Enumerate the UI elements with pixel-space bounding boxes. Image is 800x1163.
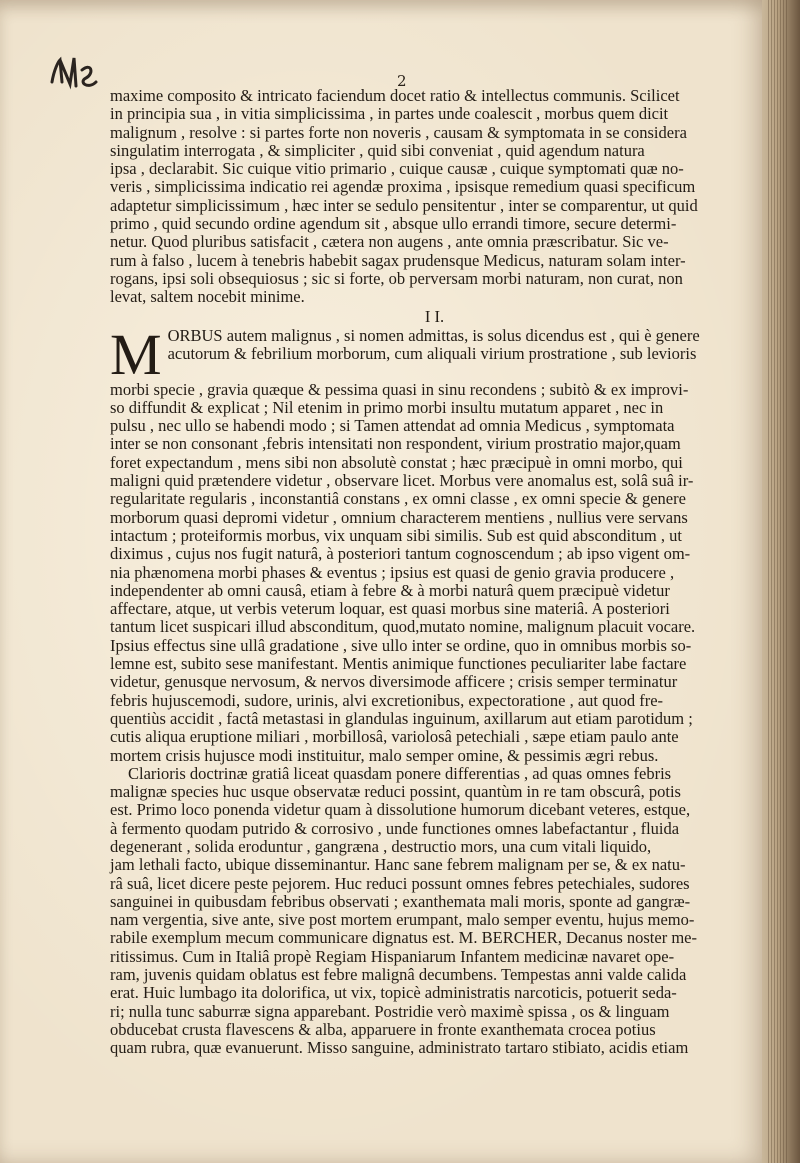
text-line: est. Primo loco ponenda videtur quam à dissolutione humorum dicebant veteres, estque, xyxy=(110,800,691,820)
paragraph-2 xyxy=(110,321,735,765)
text-line: lemne est, subito sese manifestant. Mentis animique functiones peculiariter labe factare xyxy=(110,654,687,674)
text-line: videtur, genusque nervosum, & nervos diversimode afficere ; crisis semper terminatur xyxy=(110,672,678,692)
text-line: so diffundit & explicat ; Nil etenim in primo morbi insultu mutatum apparet , nec in xyxy=(110,397,664,417)
text-line: ritissimus. Cum in Italiâ propè Regiam Hispaniarum Infantem medicinæ navaret ope- xyxy=(110,946,675,966)
text-line: nam vergentia, sive ante, sive post mortem erumpant, malo semper eventu, hujus memo- xyxy=(110,910,695,930)
text-line: Ipsius effectus sine ullâ gradatione , sive ullo inter se ordine, quo in omnibus morbis so- xyxy=(110,635,692,655)
text-line: singulatim interrogata , & simpliciter , quid sibi conveniat , quid agendum natura xyxy=(110,140,645,160)
section-heading: I I. xyxy=(424,306,445,326)
text-line: inter se non consonant ,febris intensitati non respondent, virium prostratio major,quam xyxy=(110,434,681,454)
text-line: maligni quid prætendere videtur , observare licet. Morbus vere anomalus est, solâ suâ ir- xyxy=(110,471,694,491)
text-line: affectare, atque, ut verbis veterum loquar, est quasi morbus sine materiâ. A posteriori xyxy=(110,599,670,619)
text-line: veris , simplicissima indicatio rei agendæ proxima , ipsisque remedium quasi specificum xyxy=(110,177,696,197)
text-line: levat, saltem nocebit minime. xyxy=(110,287,305,307)
text-line: sanguinei in quibusdam febribus observati ; exanthemata mali moris, sponte ad gangræ- xyxy=(110,891,691,911)
text-line: primo , quid secundo ordine agendum sit , absque ullo errandi timore, secure determi- xyxy=(110,214,677,234)
text-line: cutis aliqua eruptione miliari , morbillosâ, variolosâ petechiali , sæpe etiam paulo ante xyxy=(110,727,679,747)
text-line: mortem crisis hujusce modi instituitur, malo semper omine, & pessimis ægri rebus. xyxy=(110,745,659,765)
text-line: pulsu , nec ullo se habendi modo ; si Tamen attendat ad omnia Medicus , symptomata xyxy=(110,416,675,436)
text-line: malignum , resolve : si partes forte non noveris , causam & symptomata in se considera xyxy=(110,122,687,142)
text-line: rabile exemplum mecum communicare dignatus est. M. BERCHER, Decanus noster me- xyxy=(110,928,697,948)
main-text xyxy=(110,87,735,1058)
text-line: febris hujuscemodi, sudore, urinis, alvi excretionibus, expectoratione , aut quod fre- xyxy=(110,690,664,710)
text-line: morbi specie , gravia quæque & pessima quasi in sinu recondens ; subitò & ex improvi- xyxy=(110,379,689,399)
text-line: rogans, ipsi soli obsequiosus ; sic si forte, ob perversam morbi naturam, non curat, non xyxy=(110,268,683,288)
text-line: regularitate regularis , inconstantiâ constans , ex omni classe , ex omni specie & genere xyxy=(110,489,686,509)
drop-cap: M xyxy=(110,321,162,387)
text-line: tantum licet suspicari illud absconditum, quod,mutato nomine, malignum placuit vocare. xyxy=(110,617,696,637)
text-line: râ suâ, licet dicere peste pejorem. Huc reduci possunt omnes febres petechiales, sudores xyxy=(110,873,690,893)
text-line: foret expectandum , mens sibi non absolutè constat ; hæc præcipuè in omni morbo, qui xyxy=(110,452,683,472)
text-line: morborum quasi depromi videtur , omnium characterem mentiens , nullius vere servans xyxy=(110,507,688,527)
text-line: ram, juvenis quidam oblatus est febre malignâ decumbens. Tempestas anni valde calida xyxy=(110,965,687,985)
text-line: erat. Huic lumbago ita dolorifica, ut vix, topicè administratis narcoticis, potuerit seda- xyxy=(110,983,677,1003)
text-line: degenerant , solida eroduntur , gangræna , destructio mors, una cum vitali liquido, xyxy=(110,836,652,856)
text-line: adaptetur simplicissimum , hæc inter se sedulo pensitentur , inter se comparentur, ut quid xyxy=(110,195,698,215)
page-stack-lines xyxy=(768,0,788,1163)
text-line: obducebat crusta flavescens & alba, apparuere in fronte exanthemata crocea potius xyxy=(110,1019,656,1039)
text-line: intactum ; proteiformis morbus, vix unquam sibi similis. Sub est quid absconditum , ut xyxy=(110,525,682,545)
text-line: quentiùs accidit , factâ metastasi in glandulas inguinum, axillarum aut etiam parotidum ; xyxy=(110,708,693,728)
text-line: acutorum & febrilium morborum, cum aliquali virium prostratione , sub levioris xyxy=(167,343,697,363)
text-line: independenter ab omni causâ, etiam à febre & à morbi naturâ quem præcipuè videtur xyxy=(110,580,670,600)
page-number: 2 xyxy=(397,72,407,90)
text-line: maxime composito & intricato faciendum docet ratio & intellectus communis. Scilicet xyxy=(110,86,680,105)
text-line: ORBUS autem malignus , si nomen admittas, is solus dicendus est , qui è genere xyxy=(167,325,700,345)
text-line: à fermento quodam putrido & corrosivo , unde functiones omnes labefactantur , fluida xyxy=(110,818,680,838)
text-line: ri; nulla tunc saburræ signa apparebant. Postridie verò maximè spissa , os & linguam xyxy=(110,1001,670,1021)
text-line: in principia sua , in vitia simplicissima , in partes unde coalescit , morbus quem dicit xyxy=(110,104,669,124)
text-line: rum à falso , lucem à tenebris habebit sagax prudensque Medicus, naturam solam inter- xyxy=(110,250,686,270)
paragraph-1 xyxy=(110,87,735,307)
handwritten-annotation xyxy=(48,52,100,96)
text-line: nia phænomena morbi phases & eventus ; ipsius est quasi de genio gravia producere , xyxy=(110,562,675,582)
paragraph-3 xyxy=(110,765,735,1058)
text-line: diximus , cujus nos fugit naturâ, à posteriori tantum cognoscendum ; ab ipso vigent om- xyxy=(110,544,691,564)
text-line: ipsa , declarabit. Sic cuique vitio primario , cuique causæ , cuique symptomati quæ no- xyxy=(110,159,684,179)
text-line: Clarioris doctrinæ gratiâ liceat quasdam ponere differentias , ad quas omnes febris xyxy=(128,763,672,783)
text-line: netur. Quod pluribus satisfacit , cætera non augens , ante omnia præscribatur. Sic ve- xyxy=(110,232,669,252)
text-line: jam lethali facto, ubique disseminantur. Hanc sane febrem malignam per se, & ex natu- xyxy=(110,855,686,875)
text-line: malignæ species huc usque observatæ reduci possint, quantùm in re tam obscurâ, potis xyxy=(110,782,681,802)
text-line: quam rubra, quæ evanuerunt. Misso sanguine, administrato tartaro stibiato, acidis etiam xyxy=(110,1038,689,1058)
